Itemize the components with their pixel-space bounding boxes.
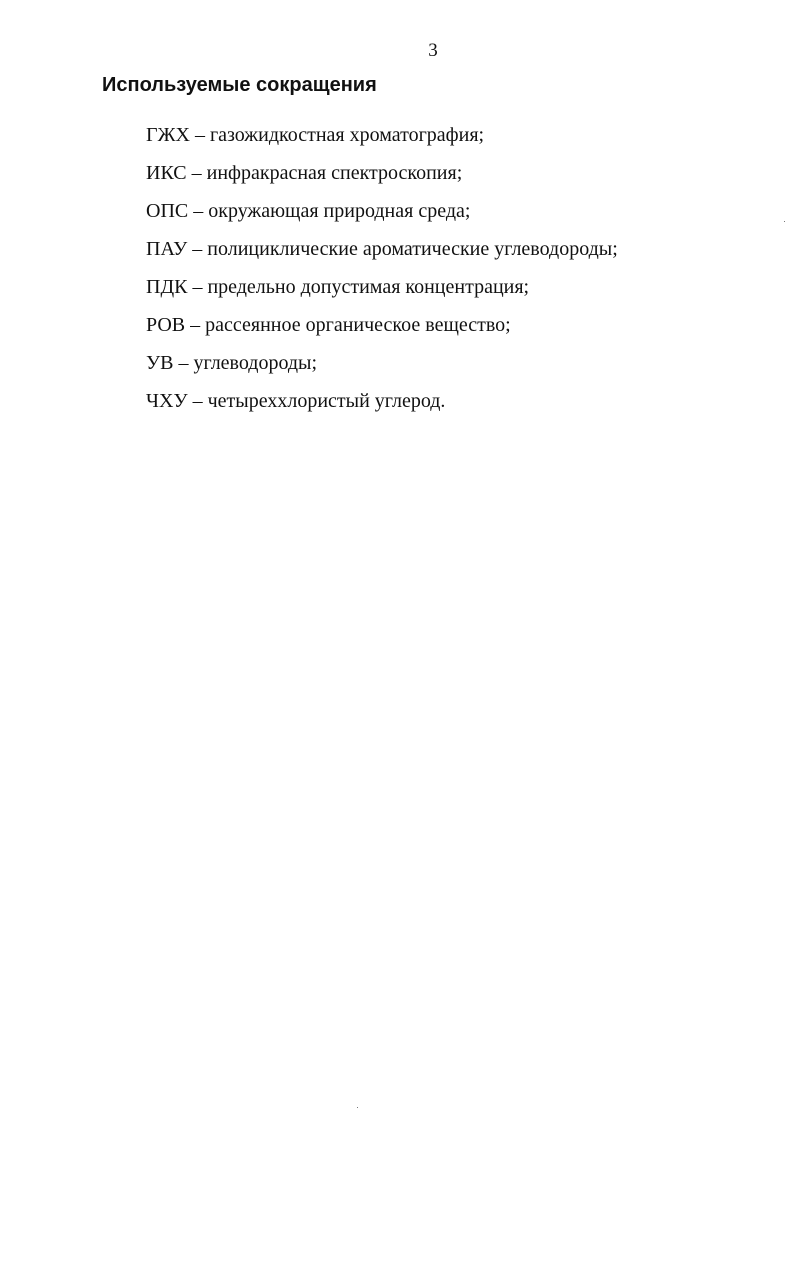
abbreviation-term: ГЖХ <box>146 124 190 146</box>
abbreviation-item <box>146 199 618 237</box>
abbreviation-item <box>146 389 618 427</box>
abbreviation-separator: – <box>187 276 208 298</box>
abbreviation-item <box>146 275 618 313</box>
abbreviation-definition: окружающая природная среда; <box>208 200 471 222</box>
abbreviation-term: ИКС <box>146 162 187 184</box>
abbreviation-item <box>146 161 618 199</box>
abbreviation-definition: четыреххлористый углерод. <box>207 390 446 412</box>
abbreviation-term: ПДК <box>146 276 188 298</box>
abbreviation-item <box>146 351 618 389</box>
page-number: 3 <box>428 40 438 61</box>
abbreviation-definition: углеводороды; <box>193 352 318 374</box>
abbreviations-list <box>146 123 618 427</box>
abbreviation-item <box>146 313 618 351</box>
abbreviation-separator: – <box>186 162 207 184</box>
abbreviation-term: ПАУ <box>146 238 188 260</box>
abbreviation-separator: – <box>173 352 194 374</box>
abbreviation-separator: – <box>185 314 206 336</box>
abbreviation-separator: – <box>187 390 208 412</box>
scan-speck <box>357 1107 358 1108</box>
abbreviation-term: ЧХУ <box>146 390 188 412</box>
abbreviation-definition: рассеянное органическое вещество; <box>205 314 511 336</box>
abbreviation-definition: полициклические ароматические углеводороды; <box>207 238 618 260</box>
abbreviation-item <box>146 123 618 161</box>
abbreviation-term: УВ <box>146 352 174 374</box>
abbreviation-separator: – <box>187 238 208 260</box>
abbreviation-term: РОВ <box>146 314 186 336</box>
abbreviation-definition: инфракрасная спектроскопия; <box>206 162 463 184</box>
abbreviation-definition: предельно допустимая концентрация; <box>207 276 530 298</box>
scan-speck <box>784 221 785 222</box>
abbreviation-item <box>146 237 618 275</box>
abbreviation-definition: газожидкостная хроматография; <box>209 124 485 146</box>
abbreviation-separator: – <box>188 200 209 222</box>
abbreviation-term: ОПС <box>146 200 189 222</box>
abbreviation-separator: – <box>189 124 210 146</box>
section-heading: Используемые сокращения <box>102 74 377 96</box>
